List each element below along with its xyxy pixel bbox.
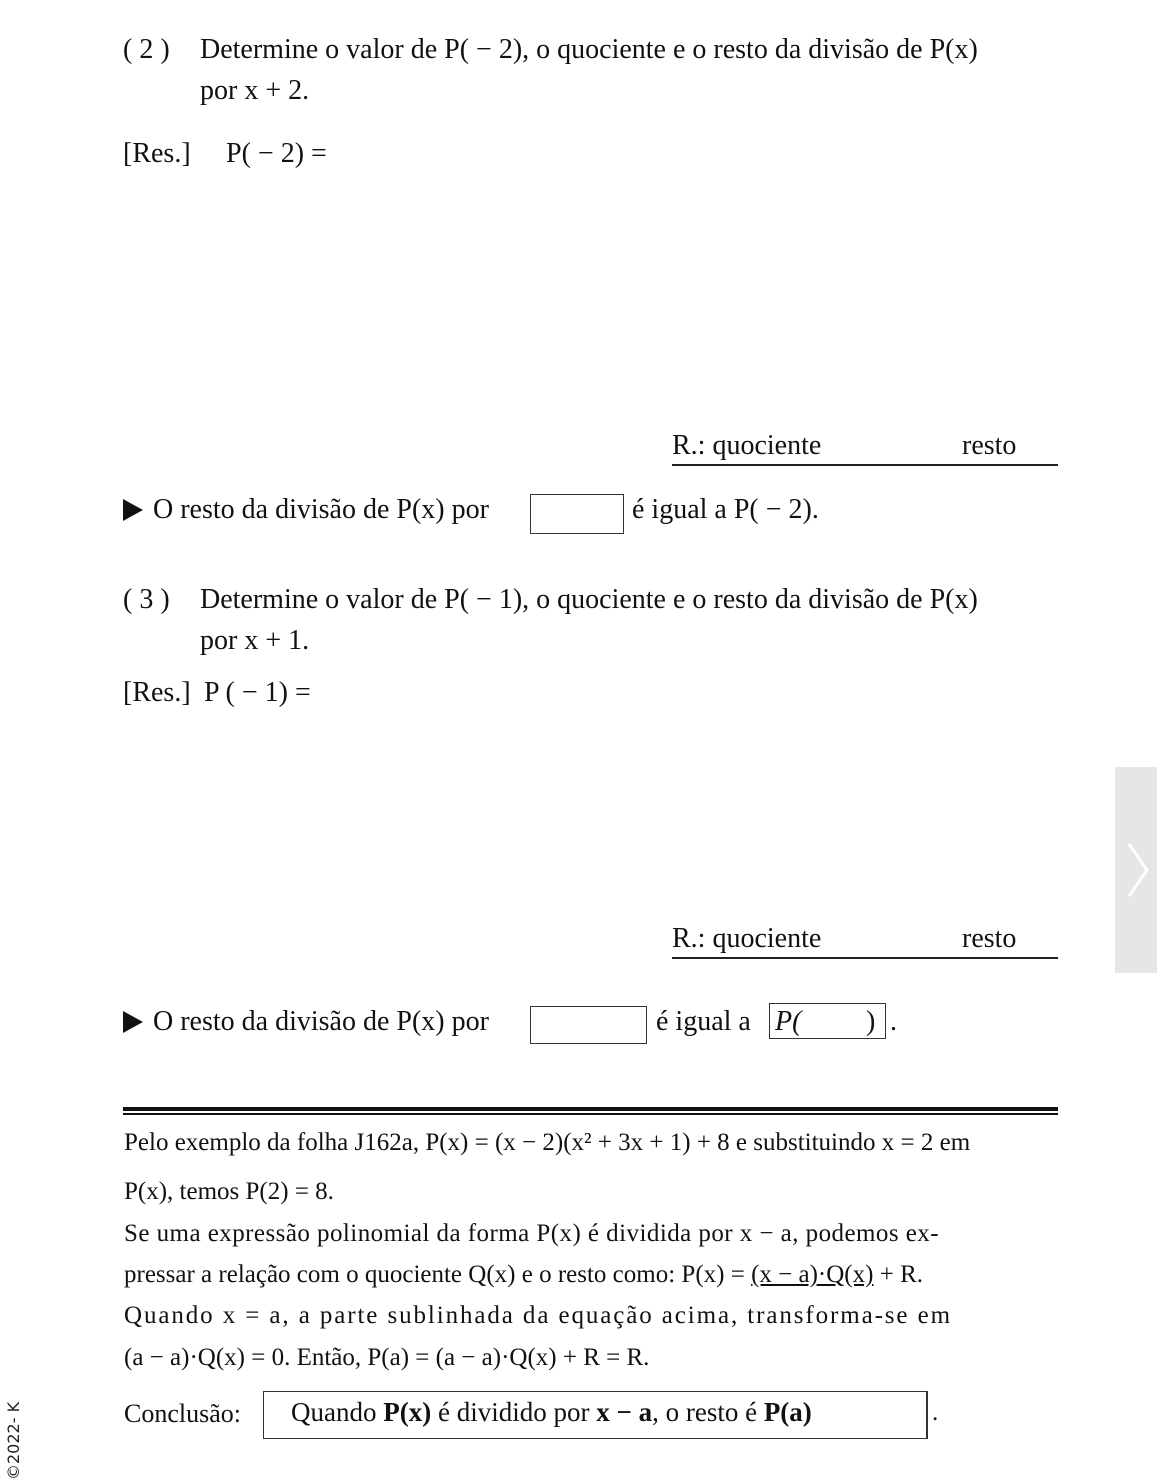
section-divider	[123, 1107, 1058, 1111]
conclusion-t2: é dividido por	[431, 1397, 597, 1427]
note-2-p-box-close: )	[866, 1006, 876, 1037]
copyright-text: ©2022- K	[4, 1401, 23, 1480]
answer-1-underline	[672, 464, 1058, 466]
explanation-line-6: (a − a)·Q(x) = 0. Então, P(a) = (a − a)·Q(x) + R = R.	[124, 1344, 650, 1371]
note-2-period: .	[890, 1006, 897, 1037]
explanation-line-2: P(x), temos P(2) = 8.	[124, 1178, 334, 1205]
question-2-line2: por x + 2.	[200, 75, 310, 106]
answer-1-resto-label: resto	[962, 430, 1017, 461]
explanation-line-4	[124, 1261, 923, 1289]
question-2-res-label: [Res.]	[123, 138, 191, 169]
note-2-p-box-text: P(	[775, 1006, 802, 1037]
answer-2-quociente-label: R.: quociente	[672, 923, 822, 954]
conclusion-b3: P(a)	[763, 1397, 812, 1427]
explanation-line-1: Pelo exemplo da folha J162a, P(x) = (x − 2)(x² + 3x + 1) + 8 e substituindo x = 2 em	[124, 1129, 971, 1156]
explanation-underlined-term: (x − a)·Q(x)	[751, 1261, 874, 1288]
question-2-line1: Determine o valor de P( − 2), o quociente e o resto da divisão de P(x)	[200, 34, 978, 65]
explanation-line-4b: + R.	[873, 1261, 923, 1288]
question-3-number: ( 3 )	[123, 584, 170, 615]
triangle-bullet-icon	[123, 499, 143, 521]
question-3-line2: por x + 1.	[200, 625, 310, 656]
conclusion-period: .	[932, 1399, 939, 1426]
conclusion-b2: x − a	[596, 1397, 653, 1427]
note-1	[123, 494, 489, 526]
question-3-line1: Determine o valor de P( − 1), o quociente e o resto da divisão de P(x)	[200, 584, 978, 615]
note-2-answer-box[interactable]	[530, 1006, 647, 1044]
note-2-text: O resto da divisão de P(x) por	[153, 1006, 489, 1037]
note-1-answer-box[interactable]	[530, 494, 624, 534]
note-1-text: O resto da divisão de P(x) por	[153, 494, 489, 525]
note-2	[123, 1006, 489, 1038]
chevron-right-icon[interactable]	[1123, 840, 1153, 900]
question-3-res-expr: P ( − 1) =	[204, 677, 311, 708]
conclusion-text	[291, 1397, 812, 1428]
note-2-text-mid: é igual a	[656, 1006, 751, 1037]
conclusion-t1: Quando	[291, 1397, 384, 1427]
explanation-line-4a: pressar a relação com o quociente Q(x) e o resto como: P(x) =	[124, 1261, 752, 1288]
explanation-line-3: Se uma expressão polinomial da forma P(x) é dividida por x − a, podemos ex-	[124, 1220, 940, 1247]
conclusion-label: Conclusão:	[124, 1399, 241, 1428]
note-1-text-after: é igual a P( − 2).	[632, 494, 819, 525]
answer-2-underline	[672, 957, 1058, 959]
question-2-number: ( 2 )	[123, 34, 170, 65]
section-divider-thin	[123, 1113, 1058, 1115]
answer-1-quociente-label: R.: quociente	[672, 430, 822, 461]
question-2-res-expr: P( − 2) =	[226, 138, 327, 169]
triangle-bullet-icon	[123, 1011, 143, 1033]
conclusion-t3: , o resto é	[652, 1397, 764, 1427]
conclusion-b1: P(x)	[383, 1397, 432, 1427]
question-3-res-label: [Res.]	[123, 677, 191, 708]
answer-2-resto-label: resto	[962, 923, 1017, 954]
explanation-line-5: Quando x = a, a parte sublinhada da equação acima, transforma-se em	[124, 1302, 952, 1329]
